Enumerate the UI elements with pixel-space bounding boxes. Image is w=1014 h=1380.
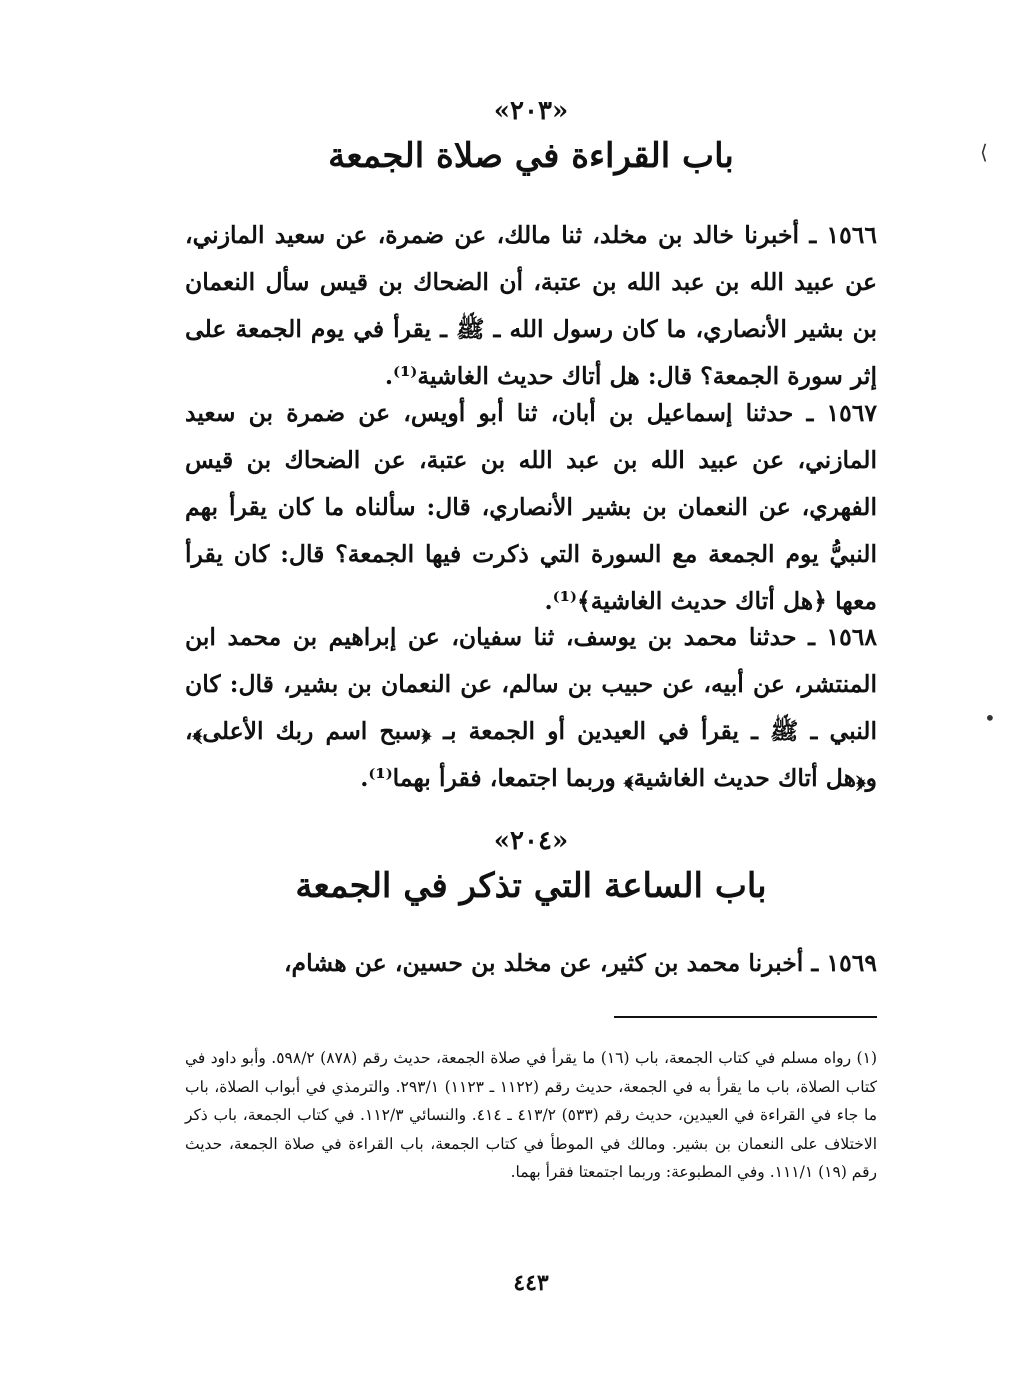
hadith-1569: ١٥٦٩ ـ أخبرنا محمد بن كثير، عن مخلد بن حسين، عن هشام، (283, 949, 877, 977)
hadith-1566: ١٥٦٦ ـ أخبرنا خالد بن مخلد، ثنا مالك، عن ضمرة، عن سعيد المازني، عن عبيد الله بن عبد الله بن عتبة، أن الضحاك بن قيس سأل النعمان بن بشير الأنصاري، ما كان رسول الله ـ ﷺ ـ يقرأ في يوم الجمعة على إثر سورة الجمعة؟ قال: هل أتاك حديث الغاشية⁽¹⁾. (185, 221, 877, 390)
chapter-number-203: «٢٠٣» (493, 96, 569, 126)
footnote-divider (614, 1016, 877, 1018)
footnote-1: (١) رواه مسلم في كتاب الجمعة، باب (١٦) ما يقرأ في صلاة الجمعة، حديث رقم (٨٧٨) ٥٩٨/٢. وأبو داود في كتاب الصلاة، باب ما يقرأ به في الجمعة، حديث رقم (١١٢٢ ـ ١١٢٣) ٢٩٣/١. والترمذي في أبواب الصلاة، باب ما جاء في القراءة في العيدين، حديث رقم (٥٣٣) ٤١٣/٢ ـ ٤١٤. والنسائي ١١٢/٣. في كتاب الجمعة، باب ذكر الاختلاف على النعمان بن بشير. ومالك في الموطأ في كتاب الجمعة، باب القراءة في صلاة الجمعة، حديث رقم (١٩) ١١١/١. وفي المطبوعة: وربما اجتمعتا فقرأ بهما. (185, 1049, 877, 1181)
page-number: ٤٤٣ (513, 1270, 549, 1296)
margin-dot-mark: • (984, 706, 996, 730)
margin-bracket-mark: ⟩ (980, 140, 988, 164)
hadith-1568: ١٥٦٨ ـ حدثنا محمد بن يوسف، ثنا سفيان، عن إبراهيم بن محمد ابن المنتشر، عن أبيه، عن حبيب بن سالم، عن النعمان بن بشير، قال: كان النبي ـ ﷺ ـ يقرأ في العيدين أو الجمعة بـ ﴿سبح اسم ربك الأعلى﴾، و﴿هل أتاك حديث الغاشية﴾ وربما اجتمعا، فقرأ بهما⁽¹⁾. (185, 623, 877, 792)
chapter-title-204: باب الساعة التي تذكر في الجمعة (295, 866, 767, 906)
chapter-number-204: «٢٠٤» (493, 826, 569, 856)
chapter-title-203: باب القراءة في صلاة الجمعة (328, 136, 734, 176)
hadith-1567: ١٥٦٧ ـ حدثنا إسماعيل بن أبان، ثنا أبو أويس، عن ضمرة بن سعيد المازني، عن عبيد الله بن عبد الله بن عتبة، عن الضحاك بن قيس الفهري، عن النعمان بن بشير الأنصاري، قال: سألناه ما كان يقرأ بهم النبيُّ يوم الجمعة مع السورة التي ذكرت فيها الجمعة؟ قال: كان يقرأ معها ﴿هل أتاك حديث الغاشية﴾⁽¹⁾. (185, 399, 877, 615)
